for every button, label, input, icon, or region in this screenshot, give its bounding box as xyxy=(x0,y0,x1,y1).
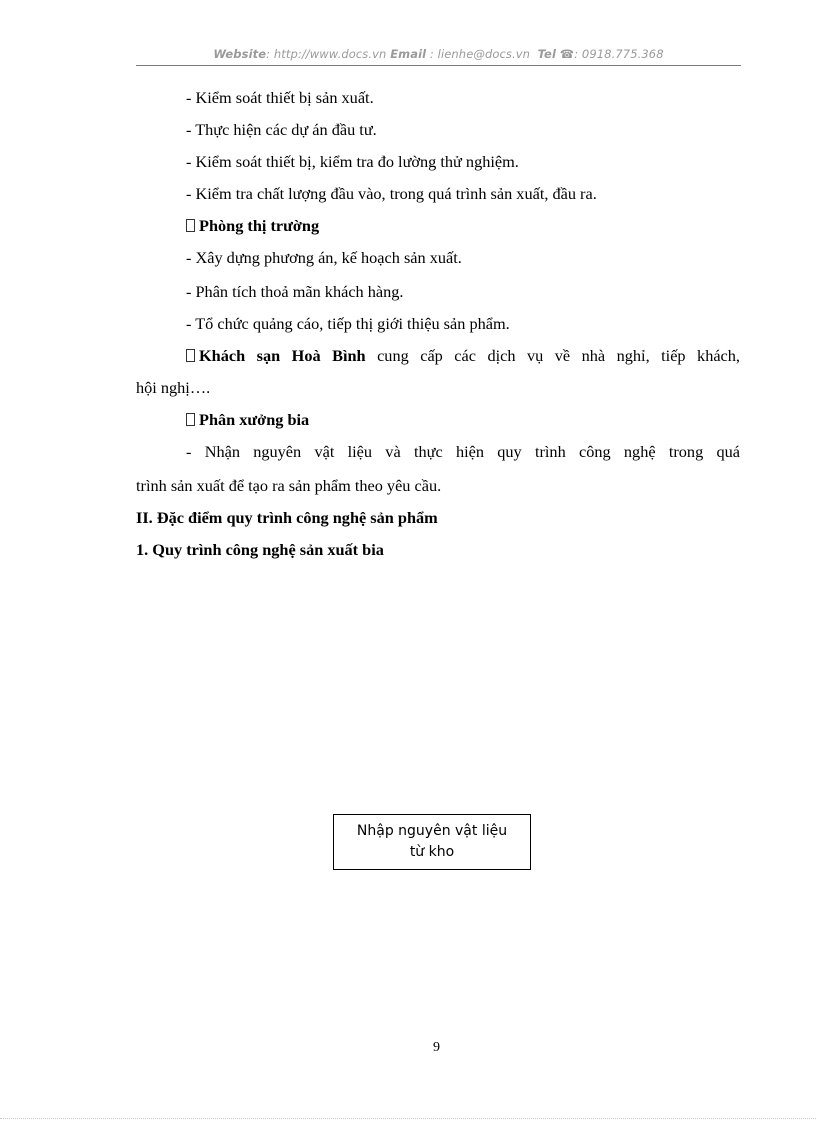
brewery-heading-text: Phân xưởng bia xyxy=(199,410,310,429)
email-value: : lienhe@docs.vn xyxy=(426,47,531,61)
website-label: Website xyxy=(213,47,267,61)
tel-label: Tel xyxy=(537,47,556,61)
hotel-text: cung cấp các dịch vụ về nhà nghỉ, tiếp khách, xyxy=(365,346,740,365)
flowchart-step-import-materials xyxy=(333,814,531,870)
flowchart-step-text-line1: Nhập nguyên vật liệu xyxy=(356,823,508,839)
footer-divider xyxy=(0,1118,816,1119)
page-header xyxy=(136,47,741,61)
market-task-item: - Tổ chức quảng cáo, tiếp thị giới thiệu sản phẩm. xyxy=(186,314,510,333)
tel-value: : 0918.775.368 xyxy=(574,47,664,61)
market-heading-text: Phòng thị trường xyxy=(199,216,320,235)
page-number: 9 xyxy=(433,1040,440,1055)
task-item: - Thực hiện các dự án đầu tư. xyxy=(186,120,377,139)
section-title: II. Đặc điểm quy trình công nghệ sản phẩm xyxy=(136,508,438,527)
hotel-heading: Khách sạn Hoà Bình xyxy=(199,346,366,365)
email-label: Email xyxy=(390,47,427,61)
checkbox-glyph-icon xyxy=(186,219,195,232)
phone-icon: ☎ xyxy=(559,47,575,61)
market-heading xyxy=(186,216,319,236)
hotel-paragraph-line1 xyxy=(136,346,740,366)
market-task-item: - Xây dựng phương án, kế hoạch sản xuất. xyxy=(186,248,462,267)
checkbox-glyph-icon xyxy=(186,413,195,426)
hotel-paragraph-line2: hội nghị…. xyxy=(136,378,211,397)
website-value: : http://www.docs.vn xyxy=(266,47,387,61)
header-divider xyxy=(136,65,741,66)
task-item: - Kiểm soát thiết bị, kiểm tra đo lường thử nghiệm. xyxy=(186,152,519,171)
market-task-item: - Phân tích thoả mãn khách hàng. xyxy=(186,282,404,301)
task-item: - Kiểm soát thiết bị sản xuất. xyxy=(186,88,374,107)
task-item: - Kiểm tra chất lượng đầu vào, trong quá trình sản xuất, đầu ra. xyxy=(186,184,597,203)
brewery-paragraph-line1: - Nhận nguyên vật liệu và thực hiện quy trình công nghệ trong quá xyxy=(186,442,740,461)
flowchart-step-text-line2: từ kho xyxy=(409,844,455,860)
brewery-paragraph-line2: trình sản xuất để tạo ra sản phẩm theo yêu cầu. xyxy=(136,476,442,495)
subsection-title: 1. Quy trình công nghệ sản xuất bia xyxy=(136,540,384,559)
brewery-heading xyxy=(186,410,309,430)
checkbox-glyph-icon xyxy=(186,349,195,362)
